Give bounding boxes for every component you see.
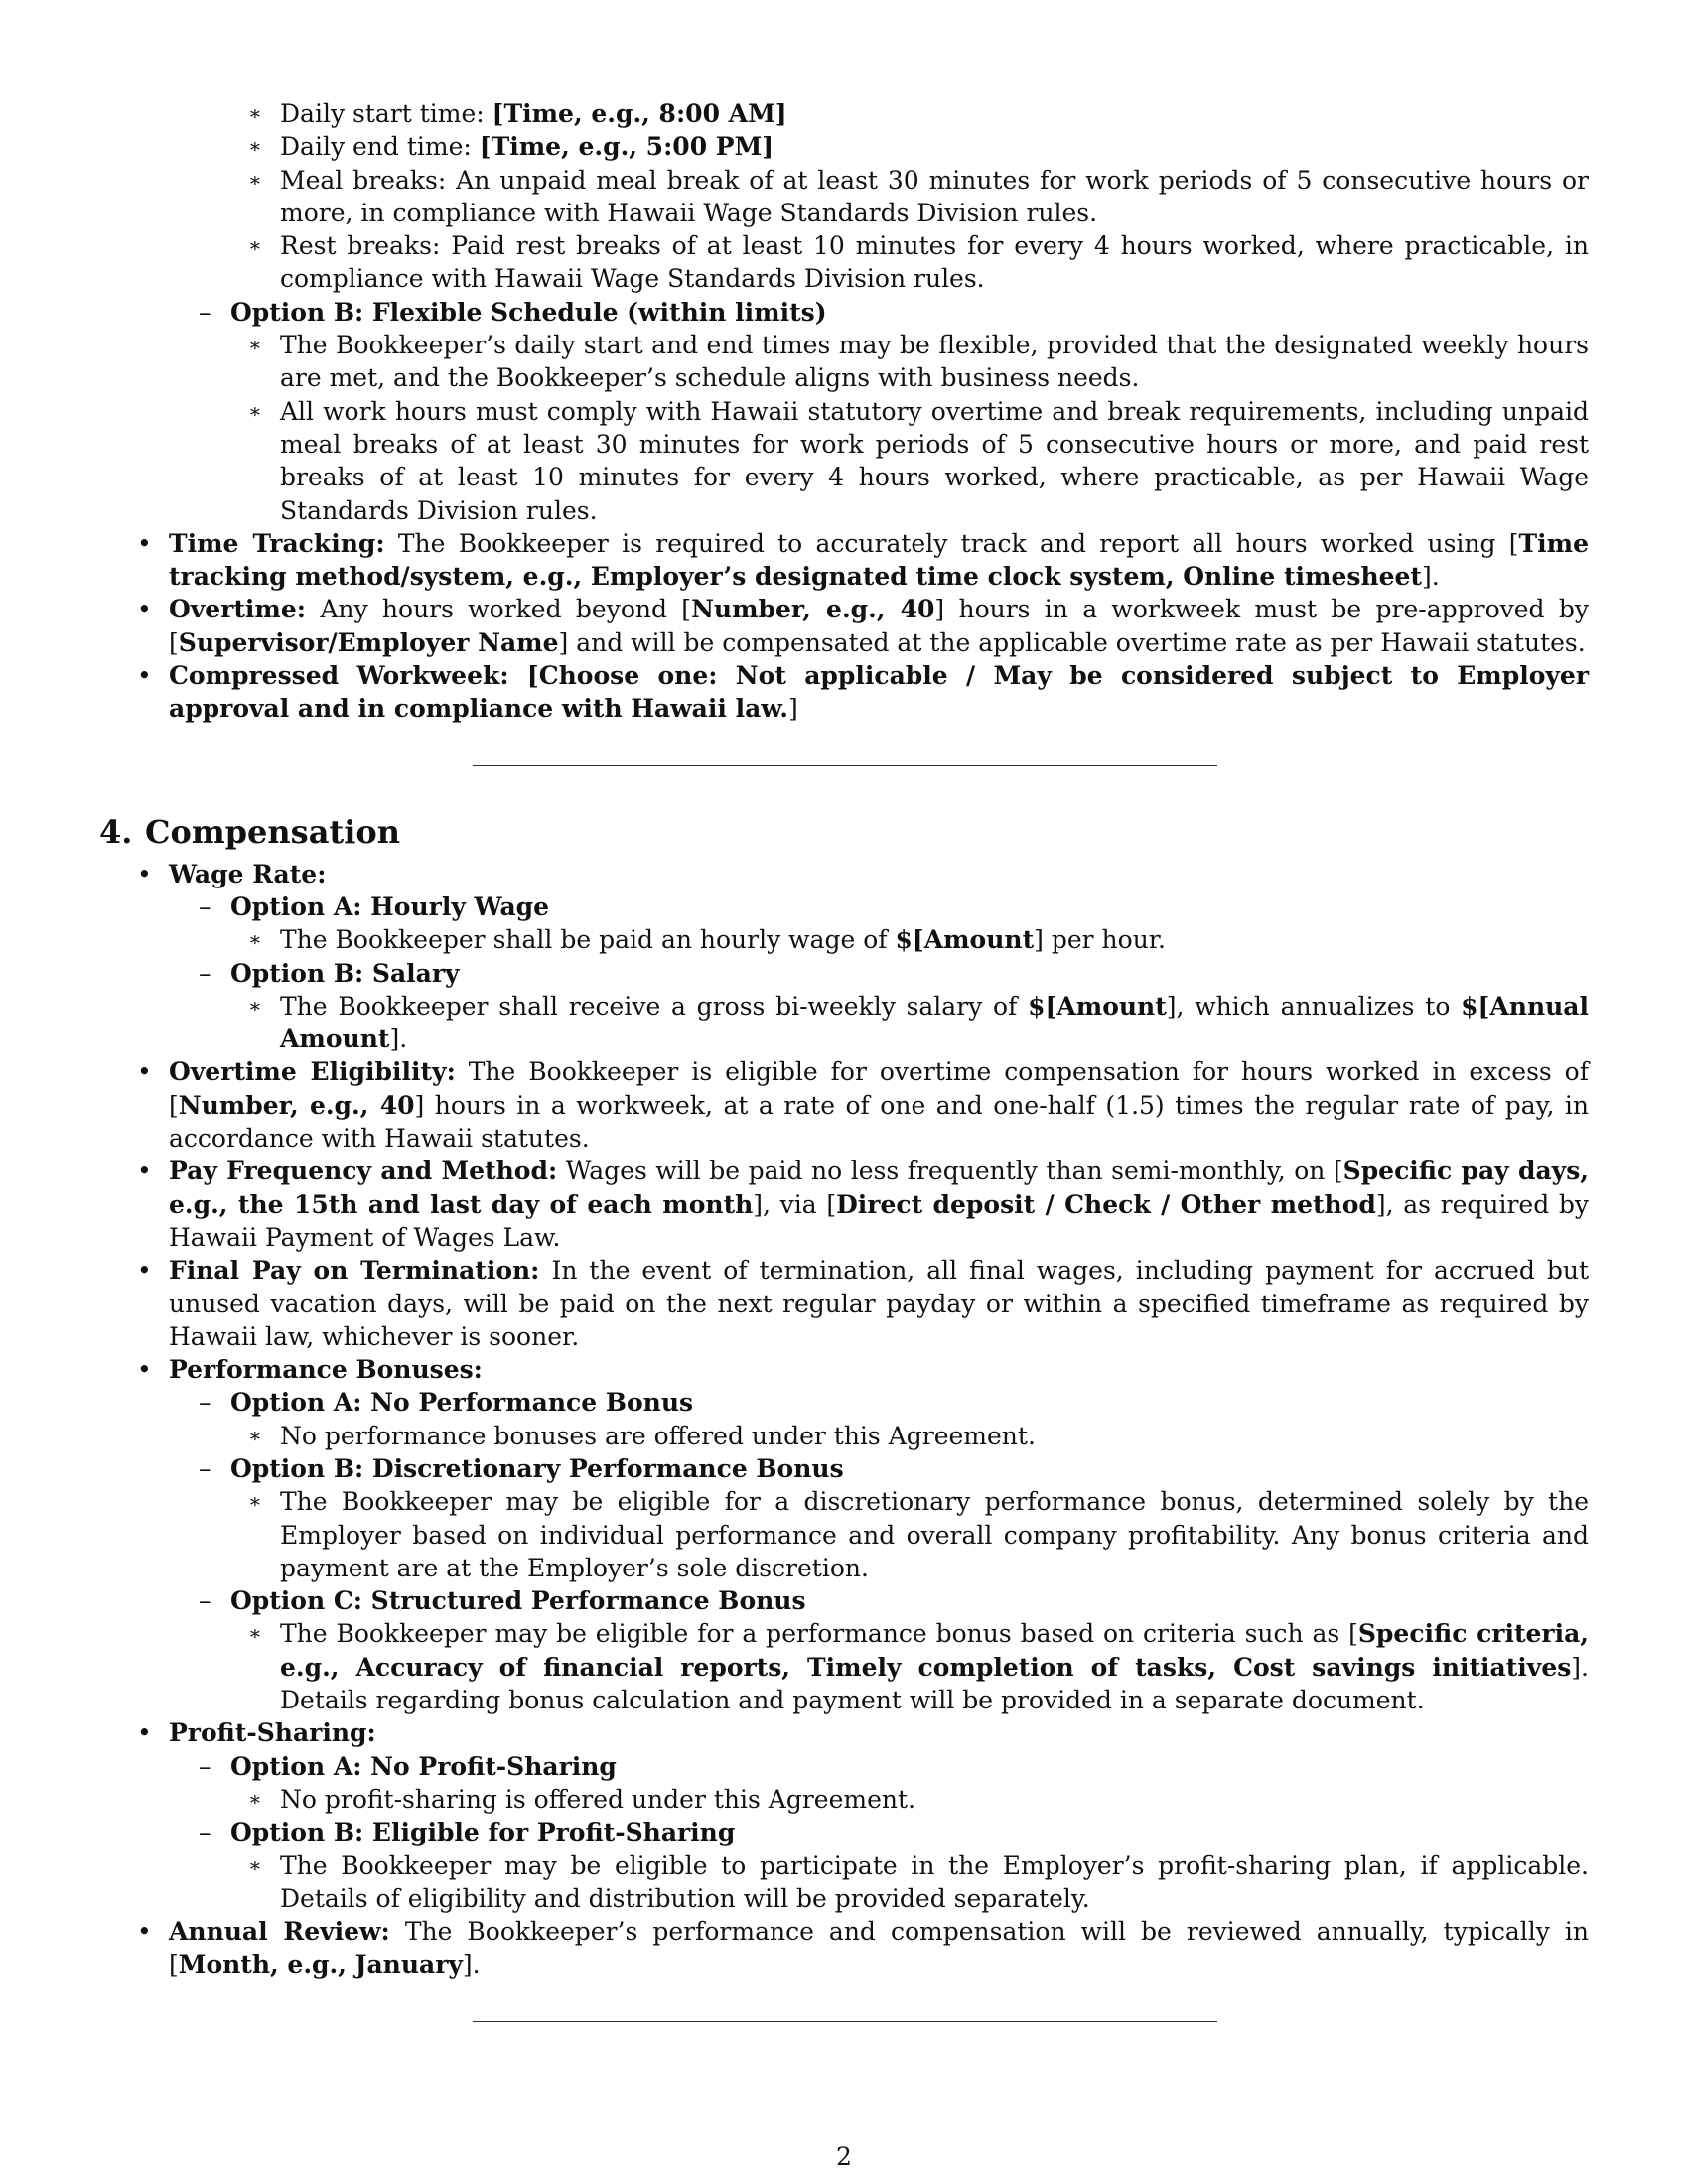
star-marker: ∗ <box>248 1423 262 1447</box>
star-marker: ∗ <box>248 1489 262 1514</box>
star-marker: ∗ <box>248 233 262 258</box>
structured-bonus-option: – Option C: Structured Performance Bonus <box>99 1584 1589 1617</box>
dash-marker: – <box>199 958 211 988</box>
discretionary-bonus-option: – Option B: Discretionary Performance Bonus <box>99 1452 1589 1485</box>
overtime-item: • Overtime: Any hours worked beyond [Number, e.g., 40] hours in a workweek must be pre-approved by [Supervisor/Employer Name] and will be compensated at the applicable overtime rate as per Hawaii statutes. <box>137 595 1589 657</box>
pay-days-field: Specific pay days, e.g., the 15th and last day of each month <box>169 1157 1589 1219</box>
page-content <box>99 97 1589 2022</box>
eligible-profit-sharing-detail: ∗ The Bookkeeper may be eligible to participate in the Employer’s profit-sharing plan, if applicable. Details of eligibility and distribution will be provided separately. <box>248 1850 1589 1913</box>
no-bonus-detail: ∗ No performance bonuses are offered under this Agreement. <box>99 1420 1589 1452</box>
page-number: 2 <box>836 2142 852 2171</box>
star-marker: ∗ <box>248 398 262 423</box>
horizontal-rule <box>473 765 1217 766</box>
star-marker: ∗ <box>248 1621 262 1646</box>
pay-method-field: Direct deposit / Check / Other method <box>836 1189 1376 1219</box>
flexible-schedule-option: – Option B: Flexible Schedule (within limits) <box>99 296 1589 329</box>
horizontal-rule <box>473 2021 1217 2022</box>
star-marker: ∗ <box>248 167 262 192</box>
discretionary-bonus-detail: ∗ The Bookkeeper may be eligible for a discretionary performance bonus, determined solely by the Employer based on individual performance and overall company profitability. Any bonus criteria and payment are at the Employer’s sole discretion. <box>248 1487 1589 1582</box>
no-bonus-option: – Option A: No Performance Bonus <box>99 1386 1589 1419</box>
dash-marker: – <box>199 1818 211 1847</box>
flexible-times-item: ∗ The Bookkeeper’s daily start and end times may be flexible, provided that the designated weekly hours are met, and the Bookkeeper’s schedule aligns with business needs. <box>248 331 1589 393</box>
bullet-marker: • <box>137 1157 152 1186</box>
overtime-eligibility-item: • Overtime Eligibility: The Bookkeeper is eligible for overtime compensation for hours worked in excess of [Number, e.g., 40] hours in a workweek, at a rate of one and one-half (1.5) times the regular rate of pay, in accordance with Hawaii statutes. <box>137 1057 1589 1154</box>
star-marker: ∗ <box>248 101 262 125</box>
eligible-profit-sharing-option: – Option B: Eligible for Profit-Sharing <box>99 1816 1589 1848</box>
start-time-item: ∗ Daily start time: [Time, e.g., 8:00 AM] <box>99 97 1589 130</box>
annual-review-item: • Annual Review: The Bookkeeper’s performance and compensation will be reviewed annually, typically in [Month, e.g., January]. <box>137 1917 1589 1979</box>
end-time-field: [Time, e.g., 5:00 PM] <box>479 132 774 162</box>
time-tracking-field: Time tracking method/system, e.g., Employer’s designated time clock system, Online timesheet <box>169 528 1590 592</box>
bullet-marker: • <box>137 859 152 888</box>
final-pay-item: • Final Pay on Termination: In the event of termination, all final wages, including payment for accrued but unused vacation days, will be paid on the next regular payday or within a specified timeframe as required by Hawaii law, whichever is sooner. <box>137 1256 1589 1351</box>
annual-amount-field: $[Annual Amount <box>280 991 1589 1054</box>
rest-breaks-item: ∗ Rest breaks: Paid rest breaks of at least 10 minutes for every 4 hours worked, where practicable, in compliance with Hawaii Wage Standards Division rules. <box>248 231 1589 294</box>
wage-rate-item: • Wage Rate: <box>99 858 1589 890</box>
star-marker: ∗ <box>248 927 262 952</box>
bullet-marker: • <box>137 661 152 691</box>
supervisor-name-field: Supervisor/Employer Name <box>178 627 559 657</box>
end-time-item: ∗ Daily end time: [Time, e.g., 5:00 PM] <box>99 130 1589 163</box>
bullet-marker: • <box>137 595 152 624</box>
no-profit-sharing-detail: ∗ No profit-sharing is offered under this Agreement. <box>99 1783 1589 1816</box>
salary-amount-field: $[Amount <box>1028 991 1167 1021</box>
star-marker: ∗ <box>248 134 262 159</box>
bullet-marker: • <box>137 1718 152 1748</box>
dash-marker: – <box>199 1388 211 1418</box>
dash-marker: – <box>199 1453 211 1483</box>
bullet-marker: • <box>137 1355 152 1385</box>
bullet-marker: • <box>137 528 152 558</box>
review-month-field: Month, e.g., January <box>178 1950 463 1979</box>
bullet-marker: • <box>137 1057 152 1087</box>
dash-marker: – <box>199 891 211 921</box>
meal-breaks-item: ∗ Meal breaks: An unpaid meal break of at least 30 minutes for work periods of 5 consecutive hours or more, in compliance with Hawaii Wage Standards Division rules. <box>248 165 1589 227</box>
star-marker: ∗ <box>248 333 262 357</box>
profit-sharing-item: • Profit-Sharing: <box>99 1716 1589 1749</box>
pay-frequency-item: • Pay Frequency and Method: Wages will be paid no less frequently than semi-monthly, on [Specific pay days, e.g., the 15th and last day of each month], via [Direct deposit / Check / Other method], as required by Hawaii Payment of Wages Law. <box>137 1157 1590 1252</box>
overtime-hours-field: Number, e.g., 40 <box>691 595 935 624</box>
star-marker: ∗ <box>248 1786 262 1811</box>
salary-detail: ∗ The Bookkeeper shall receive a gross bi-weekly salary of $[Amount], which annualizes to $[Annual Amount]. <box>248 991 1589 1054</box>
bullet-marker: • <box>137 1917 152 1947</box>
star-marker: ∗ <box>248 1852 262 1877</box>
performance-bonuses-item: • Performance Bonuses: <box>99 1353 1589 1386</box>
structured-bonus-detail: ∗ The Bookkeeper may be eligible for a performance bonus based on criteria such as [Specific criteria, e.g., Accuracy of financial reports, Timely completion of tasks, Cost savings initiatives]. Details regarding bonus calculation and payment will be provided in a separate document. <box>248 1619 1589 1715</box>
time-tracking-item: • Time Tracking: The Bookkeeper is required to accurately track and report all hours worked using [Time tracking method/system, e.g., Employer’s designated time clock system, Online timesheet]. <box>137 528 1590 592</box>
salary-option: – Option B: Salary <box>99 957 1589 990</box>
compressed-workweek-item: • Compressed Workweek: [Choose one: Not applicable / May be considered subject to Employer approval and in compliance with Hawaii law.] <box>137 661 1589 724</box>
no-profit-sharing-option: – Option A: No Profit-Sharing <box>99 1750 1589 1783</box>
bullet-marker: • <box>137 1256 152 1286</box>
dash-marker: – <box>199 1751 211 1781</box>
star-marker: ∗ <box>248 993 262 1018</box>
compliance-item: ∗ All work hours must comply with Hawaii statutory overtime and break requirements, including unpaid meal breaks of at least 30 minutes for work periods of 5 consecutive hours or more, and paid rest breaks of at least 10 minutes for every 4 hours worked, where practicable, as per Hawaii Wage Standards Division rules. <box>248 396 1589 525</box>
bonus-criteria-field: Specific criteria, e.g., Accuracy of financial reports, Timely completion of tasks, Cost savings initiatives <box>280 1619 1589 1682</box>
hourly-amount-field: $[Amount <box>895 925 1035 955</box>
hourly-wage-option: – Option A: Hourly Wage <box>99 890 1589 923</box>
section-heading-compensation: 4. Compensation <box>99 812 400 851</box>
dash-marker: – <box>199 1586 211 1616</box>
overtime-threshold-field: Number, e.g., 40 <box>178 1090 415 1120</box>
start-time-field: [Time, e.g., 8:00 AM] <box>492 99 787 128</box>
hourly-wage-detail: ∗ The Bookkeeper shall be paid an hourly wage of $[Amount] per hour. <box>99 923 1589 956</box>
dash-marker: – <box>199 297 211 327</box>
